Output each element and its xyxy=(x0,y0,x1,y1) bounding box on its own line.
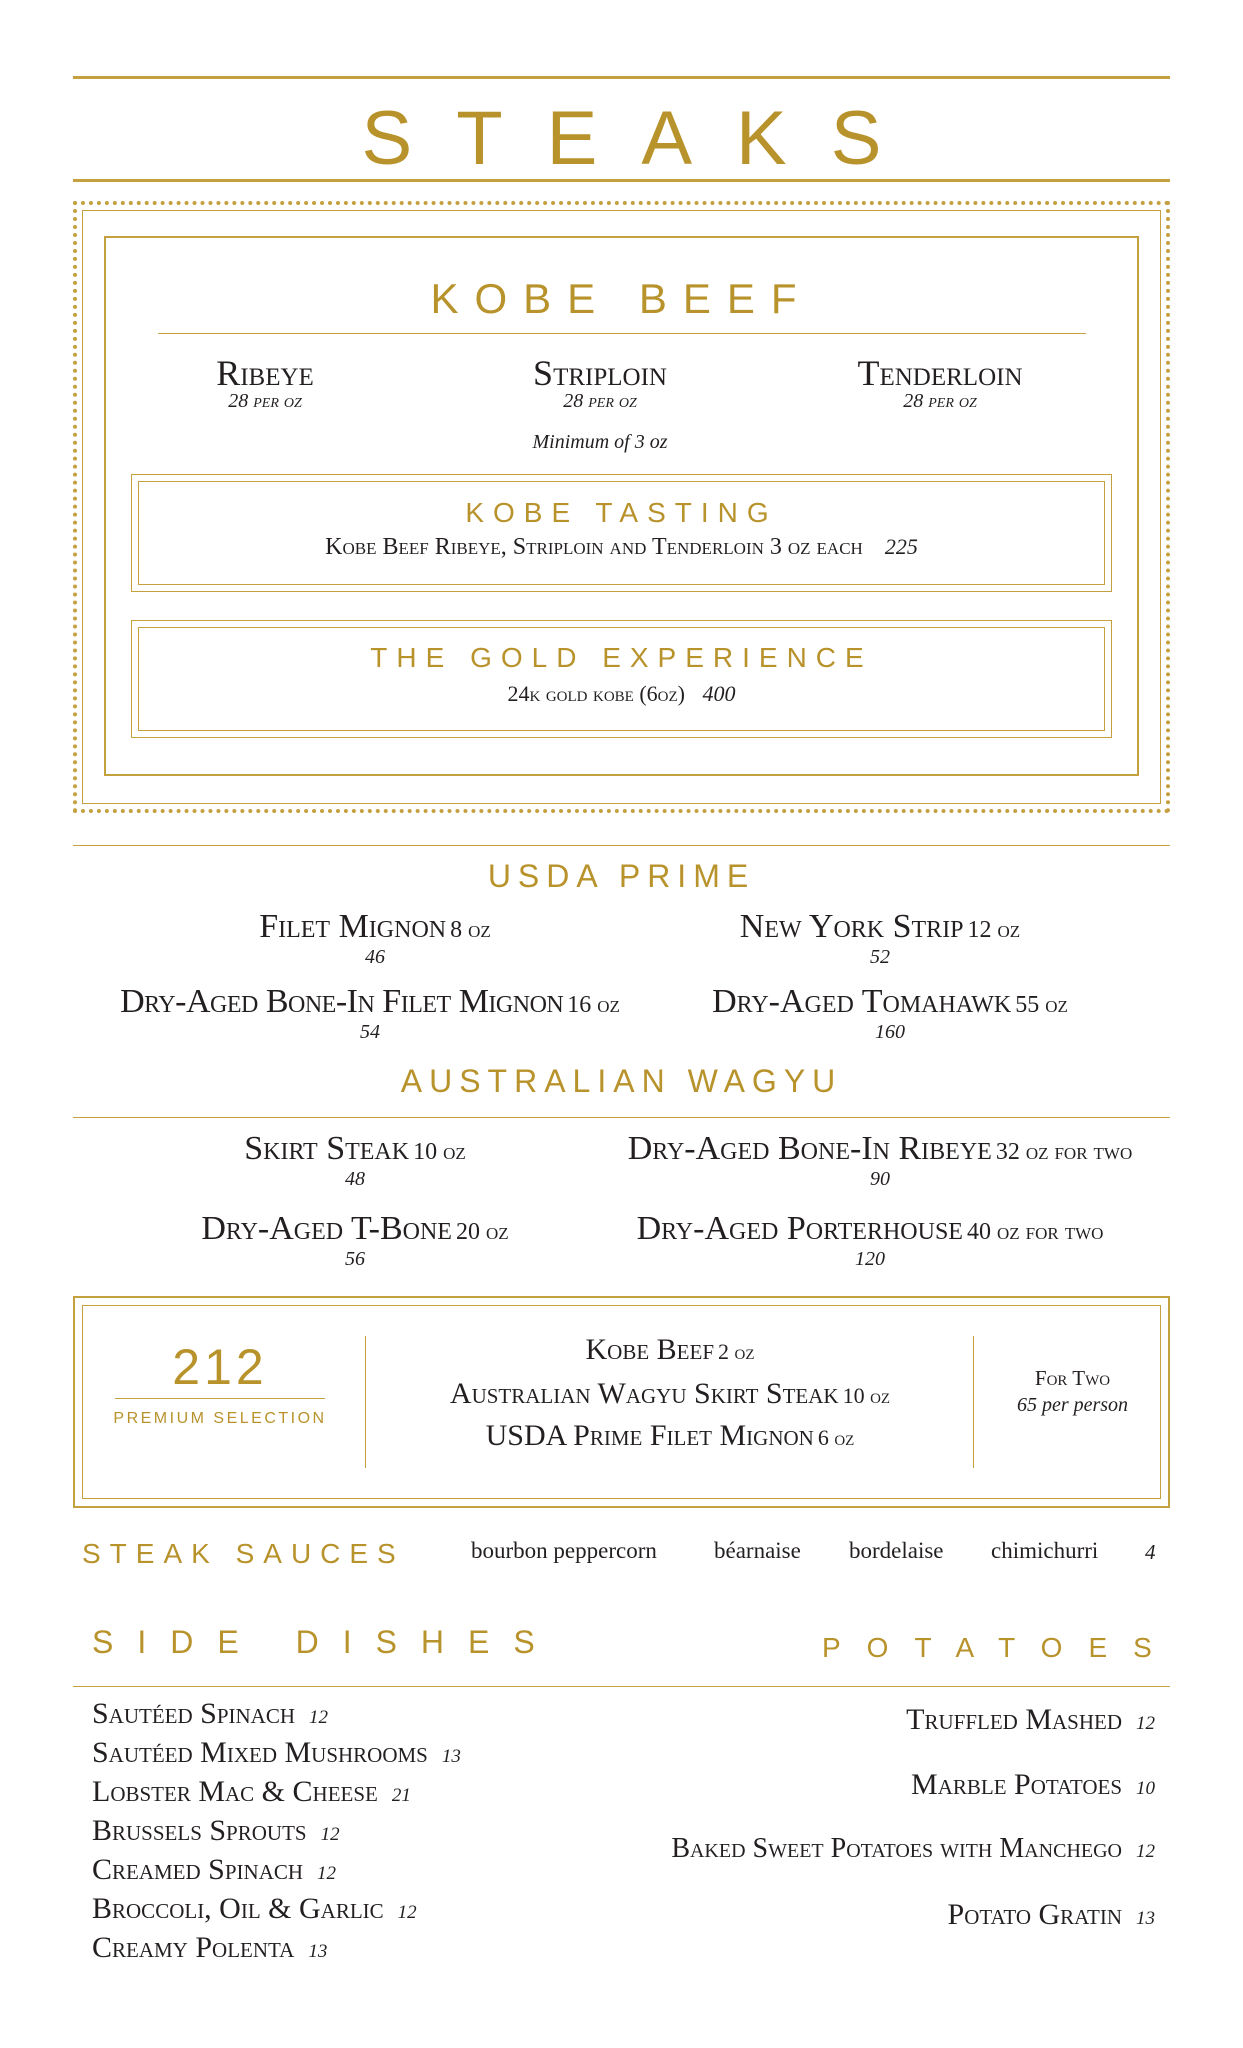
item-size: 10 oz xyxy=(413,1139,466,1165)
item-size: 10 oz xyxy=(842,1383,891,1408)
item-name: Marble Potatoes xyxy=(911,1768,1122,1801)
usda-item-bone-in-filet xyxy=(90,983,650,1044)
wagyu-heading: AUSTRALIAN WAGYU xyxy=(400,1063,843,1099)
cut-name: Tenderloin xyxy=(857,353,1023,393)
item-price: 54 xyxy=(360,1021,380,1043)
side-item xyxy=(92,1736,612,1775)
item-price: 21 xyxy=(391,1785,411,1806)
title-rule xyxy=(73,179,1170,182)
top-rule xyxy=(73,76,1170,79)
item-size: 12 oz xyxy=(967,917,1021,943)
item-name: Australian Wagyu Skirt Steak xyxy=(449,1377,839,1410)
item-price: 12 xyxy=(317,1863,337,1884)
sides-heading: SIDE DISHES xyxy=(92,1624,559,1660)
item-price: 12 xyxy=(309,1707,329,1728)
premium-item-filet xyxy=(370,1419,970,1453)
usda-item-tomahawk xyxy=(680,983,1100,1044)
sauce-1: bourbon peppercorn xyxy=(471,1538,657,1563)
premium-number-rule xyxy=(115,1398,325,1399)
item-price: 13 xyxy=(1136,1908,1155,1929)
kobe-tasting-price: 225 xyxy=(884,534,918,559)
wagyu-item-t-bone xyxy=(170,1210,540,1271)
cut-price: 28 per oz xyxy=(228,390,302,412)
item-size: 20 oz xyxy=(455,1219,509,1245)
side-item xyxy=(92,1853,612,1892)
cut-price: 28 per oz xyxy=(563,390,637,412)
item-price: 13 xyxy=(441,1746,461,1767)
item-size: 2 oz xyxy=(718,1339,755,1364)
kobe-cut-ribeye xyxy=(165,352,365,413)
item-name: Filet Mignon xyxy=(259,908,447,945)
item-name: Creamy Polenta xyxy=(92,1931,295,1964)
item-price: 13 xyxy=(308,1941,328,1962)
premium-item-kobe xyxy=(370,1333,970,1367)
item-name: Dry-Aged Tomahawk xyxy=(712,983,1012,1020)
page-title: STEAKS xyxy=(361,96,926,181)
item-name: Truffled Mashed xyxy=(906,1703,1122,1736)
side-item xyxy=(92,1931,612,1970)
item-size: 40 oz for two xyxy=(966,1219,1104,1245)
usda-heading: USDA PRIME xyxy=(487,858,756,894)
cut-name: Striploin xyxy=(533,353,667,393)
kobe-cut-striploin xyxy=(480,352,720,413)
item-price: 12 xyxy=(1136,1841,1155,1862)
item-price: 10 xyxy=(1136,1778,1155,1799)
gold-experience-heading: THE GOLD EXPERIENCE xyxy=(370,642,873,673)
item-price: 12 xyxy=(397,1902,417,1923)
premium-item-wagyu xyxy=(370,1377,970,1411)
item-name: Dry-Aged T-Bone xyxy=(201,1210,452,1247)
potatoes-heading: POTATOES xyxy=(822,1632,1178,1663)
item-name: New York Strip xyxy=(739,908,964,945)
item-price: 120 xyxy=(855,1248,885,1270)
usda-item-filet-mignon xyxy=(180,908,570,969)
kobe-tasting-heading: KOBE TASTING xyxy=(465,497,778,528)
item-name: Potato Gratin xyxy=(947,1898,1122,1931)
potato-item xyxy=(560,1768,1155,1833)
premium-for-two: For Two xyxy=(1034,1366,1111,1390)
item-name: Dry-Aged Bone-In Filet Mignon xyxy=(120,983,564,1020)
item-price: 48 xyxy=(345,1168,365,1190)
item-name: Creamed Spinach xyxy=(92,1853,304,1886)
item-name: Sautéed Mixed Mushrooms xyxy=(92,1736,428,1769)
potato-item xyxy=(560,1703,1155,1768)
kobe-tasting-description: Kobe Beef Ribeye, Striploin and Tenderloin 3 oz each xyxy=(325,534,863,560)
sauces-price: 4 xyxy=(1145,1540,1156,1564)
side-item xyxy=(92,1892,612,1931)
cut-name: Ribeye xyxy=(216,353,314,393)
wagyu-rule xyxy=(73,1117,1170,1118)
potatoes-list xyxy=(560,1703,1155,1963)
sauce-4: chimichurri xyxy=(991,1538,1099,1563)
item-name: Dry-Aged Bone-In Ribeye xyxy=(627,1130,992,1167)
potato-item xyxy=(560,1833,1155,1898)
sauce-2: béarnaise xyxy=(714,1538,801,1563)
sides-rule xyxy=(73,1686,1170,1687)
potato-item xyxy=(560,1898,1155,1963)
item-size: 16 oz xyxy=(567,992,620,1018)
item-price: 12 xyxy=(1136,1713,1155,1734)
kobe-heading: KOBE BEEF xyxy=(430,275,813,322)
item-price: 52 xyxy=(870,946,890,968)
wagyu-item-porterhouse xyxy=(600,1210,1140,1271)
item-name: Skirt Steak xyxy=(244,1130,410,1167)
item-size: 55 oz xyxy=(1015,992,1068,1018)
cut-price: 28 per oz xyxy=(903,390,977,412)
premium-divider-right xyxy=(973,1336,974,1468)
item-price: 90 xyxy=(870,1168,890,1190)
item-name: Kobe Beef xyxy=(585,1333,714,1366)
item-name: Dry-Aged Porterhouse xyxy=(636,1210,963,1247)
item-name: Brussels Sprouts xyxy=(92,1814,307,1847)
sides-list xyxy=(92,1697,612,1970)
gold-experience-line xyxy=(131,681,1112,707)
item-size: 8 oz xyxy=(450,917,491,943)
premium-per-person: 65 per person xyxy=(1016,1394,1129,1416)
item-size: 32 oz for two xyxy=(995,1139,1133,1165)
kobe-heading-rule xyxy=(158,333,1086,334)
item-name: USDA Prime Filet Mignon xyxy=(485,1419,814,1452)
premium-label: PREMIUM SELECTION xyxy=(113,1410,327,1427)
side-item xyxy=(92,1814,612,1853)
item-size: 6 oz xyxy=(817,1425,855,1450)
wagyu-item-skirt-steak xyxy=(200,1130,510,1191)
item-name: Sautéed Spinach xyxy=(92,1697,296,1730)
item-name: Broccoli, Oil & Garlic xyxy=(92,1892,384,1925)
side-item xyxy=(92,1697,612,1736)
kobe-cut-tenderloin xyxy=(810,352,1070,413)
item-name: Baked Sweet Potatoes with Manchego xyxy=(671,1833,1122,1864)
kobe-tasting-line xyxy=(131,534,1112,561)
item-price: 56 xyxy=(345,1248,365,1270)
premium-number: 212 xyxy=(172,1339,268,1395)
item-price: 160 xyxy=(875,1021,905,1043)
premium-divider-left xyxy=(365,1336,366,1468)
item-price: 12 xyxy=(320,1824,340,1845)
side-item xyxy=(92,1775,612,1814)
usda-item-new-york-strip xyxy=(680,908,1080,969)
gold-experience-description: 24k gold kobe (6oz) xyxy=(507,681,685,706)
sauce-3: bordelaise xyxy=(849,1538,944,1563)
usda-top-rule xyxy=(73,845,1170,846)
wagyu-item-bone-in-ribeye xyxy=(590,1130,1170,1191)
item-name: Lobster Mac & Cheese xyxy=(92,1775,378,1808)
sauces-heading: STEAK SAUCES xyxy=(82,1538,405,1569)
gold-experience-price: 400 xyxy=(702,681,736,706)
kobe-minimum-note: Minimum of 3 oz xyxy=(532,431,668,453)
item-price: 46 xyxy=(365,946,385,968)
